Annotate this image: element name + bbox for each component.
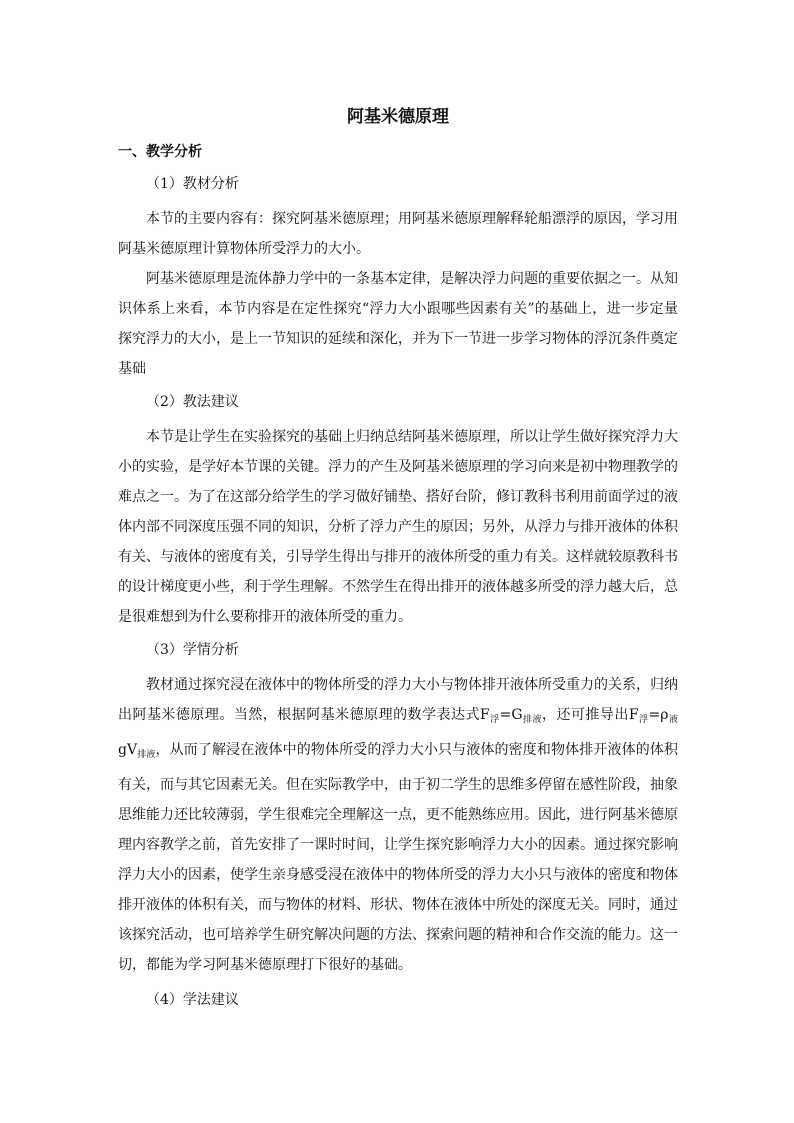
paragraph-textbook-content: 本节的主要内容有：探究阿基米德原理；用阿基米德原理解释轮船漂浮的原因，学习用阿基米德原理计算物体所受浮力的大小。 (118, 211, 678, 257)
subheading-learner-analysis: （3）学情分析 (146, 642, 239, 658)
subscript-displaced-liquid: 排液 (522, 715, 542, 725)
subscript-float: 浮 (489, 715, 500, 725)
subscript-liquid: 液 (668, 715, 678, 725)
paragraph-knowledge-system: 阿基米德原理是流体静力学中的一条基本定律，是解决浮力问题的重要依据之一。从知识体系上来看，本节内容是在定性探究“浮力大小跟哪些因素有关”的基础上，进一步定量探究浮力的大小，是上一节知识的延续和深化，并为下一节进一步学习物体的浮沉条件奠定基础 (118, 271, 678, 377)
subheading-textbook-analysis: （1）教材分析 (146, 176, 239, 192)
text-segment: =ρ (648, 707, 669, 723)
subheading-learning-method: （4）学法建议 (146, 992, 239, 1008)
subscript-float: 浮 (638, 715, 649, 725)
subheading-teaching-method: （2）教法建议 (146, 394, 239, 410)
text-segment: ，还可推导出F (541, 707, 639, 723)
section-heading-teaching-analysis: 一、教学分析 (118, 144, 202, 160)
document-title: 阿基米德原理 (347, 107, 449, 127)
paragraph-teaching-method: 本节是让学生在实验探究的基础上归纳总结阿基米德原理，所以让学生做好探究浮力大小的实验，是学好本节课的关键。浮力的产生及阿基米德原理的学习向来是初中物理教学的难点之一。为了在这部分给学生的学习做好铺垫、搭好台阶，修订教科书利用前面学过的液体内部不同深度压强不同的知识，分析了浮力产生的原因；另外，从浮力与排开液体的体积有关、与液体的密度有关，引导学生得出与排开的液体所受的重力有关。这样就较原教科书的设计梯度更小些，利于学生理解。不然学生在得出排开的液体越多所受的浮力越大后，总是很难想到为什么要称排开的液体所受的重力。 (118, 429, 678, 625)
paragraph-learner-analysis (118, 670, 678, 980)
text-segment: 教材通过探究浸在液体中的物体所受的浮力大小与物体排开液体所受重力的关系，归纳出阿基米德原理。当然，根据阿基米德原理的数学表达式F (118, 677, 678, 723)
text-segment: =G (499, 707, 523, 723)
text-segment: gV (118, 742, 138, 758)
subscript-displaced-liquid: 排液 (137, 750, 156, 760)
text-segment: ，从而了解浸在液体中的物体所受的浮力大小只与液体的密度和物体排开液体的体积有关，而与其它因素无关。但在实际教学中，由于初二学生的思维多停留在感性阶段，抽象思维能力还比较薄弱，学生很难完全理解这一点，更不能熟练应用。因此，进行阿基米德原理内容教学之前，首先安排了一课时时间，让学生探究影响浮力大小的因素。通过探究影响浮力大小的因素，使学生亲身感受浸在液体中的物体所受的浮力大小只与液体的密度和物体排开液体的体积有关，而与物体的材料、形状、物体在液体中所处的深度无关。同时，通过该探究活动，也可培养学生研究解决问题的方法、探索问题的精神和合作交流的能力。这一切，都能为学习阿基米德原理打下很好的基础。 (118, 742, 678, 973)
document-page (118, 104, 678, 1020)
